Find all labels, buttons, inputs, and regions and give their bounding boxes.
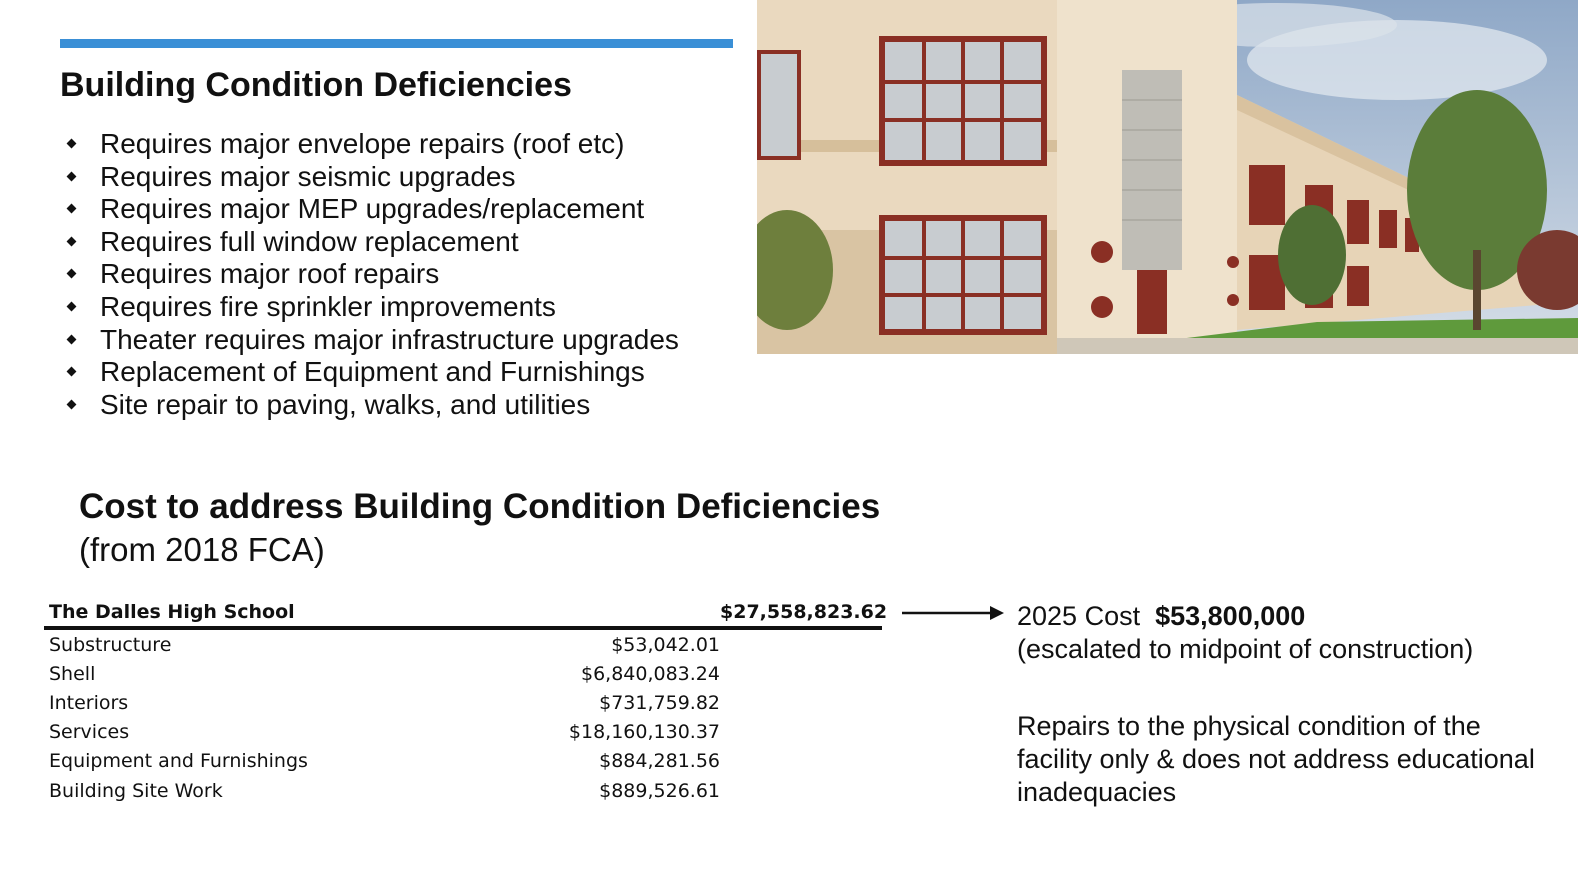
escalated-cost-label: 2025 Cost [1017, 601, 1141, 631]
list-item: Requires major envelope repairs (roof etc) [68, 128, 679, 161]
bullet-icon [67, 204, 77, 214]
list-item: Requires major roof repairs [68, 258, 679, 291]
list-item: Requires major seismic upgrades [68, 161, 679, 194]
school-name: The Dalles High School [49, 601, 295, 623]
escalated-cost-amount: $53,800,000 [1155, 601, 1306, 631]
table-row: Services $18,160,130.37 [49, 721, 720, 744]
bullet-icon [67, 302, 77, 312]
right-arrow-icon [902, 603, 1006, 623]
list-item: Theater requires major infrastructure upgrades [68, 324, 679, 357]
bullet-icon [67, 171, 77, 181]
school-building-photo [757, 0, 1578, 354]
table-row: Substructure $53,042.01 [49, 633, 720, 656]
bullet-icon [67, 334, 77, 344]
bullet-icon [67, 399, 77, 409]
table-row: Equipment and Furnishings $884,281.56 [49, 750, 720, 773]
list-item: Requires fire sprinkler improvements [68, 291, 679, 324]
page-title: Building Condition Deficiencies [60, 66, 572, 104]
table-header-row [44, 598, 888, 630]
cost-section-subtitle: (from 2018 FCA) [79, 531, 325, 568]
bullet-icon [67, 367, 77, 377]
scope-disclaimer: Repairs to the physical condition of the facility only & does not address educational inadequacies [1017, 711, 1535, 807]
list-item: Site repair to paving, walks, and utilities [68, 389, 679, 422]
deficiency-list [68, 128, 679, 421]
fca-cost-table [44, 598, 888, 805]
building-illustration [757, 0, 1578, 354]
table-row: Shell $6,840,083.24 [49, 662, 720, 685]
accent-bar [60, 39, 733, 48]
escalation-explanation: (escalated to midpoint of construction) [1017, 634, 1474, 664]
table-row: Interiors $731,759.82 [49, 691, 720, 714]
cost-section-title: Cost to address Building Condition Deficiencies [79, 487, 881, 526]
bullet-icon [67, 269, 77, 279]
list-item: Requires full window replacement [68, 226, 679, 259]
bullet-icon [67, 236, 77, 246]
escalated-cost-note [1017, 600, 1473, 666]
total-cost: $27,558,823.62 [720, 601, 888, 623]
table-row: Building Site Work $889,526.61 [49, 779, 720, 802]
bullet-icon [67, 139, 77, 149]
list-item: Replacement of Equipment and Furnishings [68, 356, 679, 389]
list-item: Requires major MEP upgrades/replacement [68, 193, 679, 226]
